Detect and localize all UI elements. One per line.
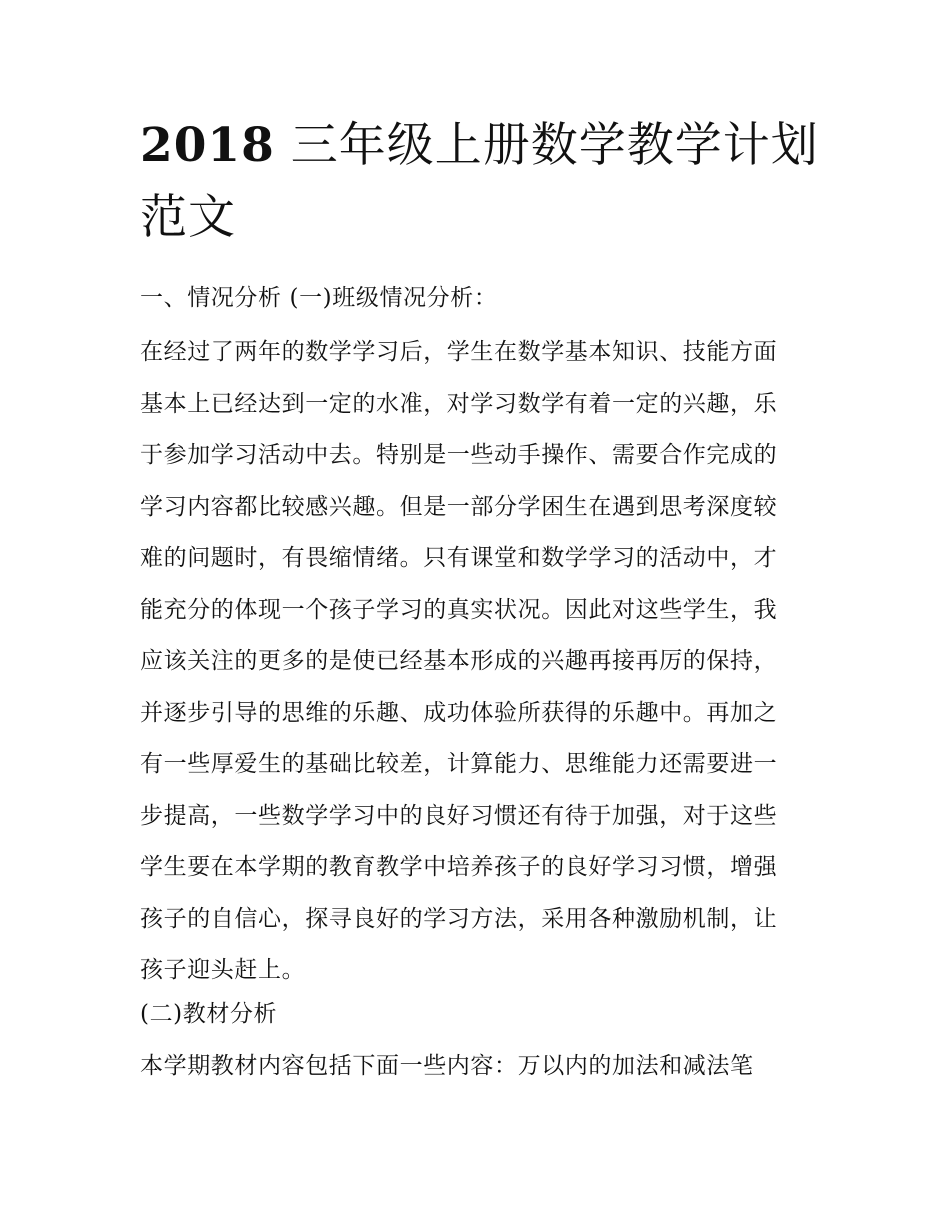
title-text-line1: 三年级上册数学教学计划	[290, 118, 819, 173]
paragraph1-line: 步提高，一些数学学习中的良好习惯还有待于加强，对于这些	[140, 803, 778, 829]
paragraph1-line: 学习内容都比较感兴趣。但是一部分学困生在遇到思考深度较	[140, 494, 778, 520]
title-text-line2: 范文	[140, 190, 236, 245]
paragraph1-line: 并逐步引导的思维的乐趣、成功体验所获得的乐趣中。再加之	[140, 700, 778, 726]
paragraph1-line: 能充分的体现一个孩子学习的真实状况。因此对这些学生，我	[140, 597, 778, 623]
paragraph1-line: 有一些厚爱生的基础比较差，计算能力、思维能力还需要进一	[140, 751, 778, 777]
paragraph2-line: 本学期教材内容包括下面一些内容：万以内的加法和减法笔	[140, 1053, 754, 1079]
title-year: 2018	[140, 118, 275, 173]
paragraph1-line: 于参加学习活动中去。特别是一些动手操作、需要合作完成的	[140, 442, 778, 468]
section1-heading: 一、情况分析 (一)班级情况分析：	[140, 285, 498, 311]
paragraph1-line: 在经过了两年的数学学习后，学生在数学基本知识、技能方面	[140, 339, 778, 365]
paragraph1-line: 基本上已经达到一定的水准，对学习数学有着一定的兴趣，乐	[140, 391, 778, 417]
document-title	[140, 110, 820, 254]
paragraph1-line: 孩子的自信心，探寻良好的学习方法，采用各种激励机制，让	[140, 906, 778, 932]
paragraph1-line: 难的问题时，有畏缩情绪。只有课堂和数学学习的活动中，才	[140, 545, 778, 571]
paragraph1-line: 学生要在本学期的教育教学中培养孩子的良好学习习惯，增强	[140, 854, 778, 880]
section2-heading: (二)教材分析	[140, 1001, 278, 1027]
paragraph1-line: 应该关注的更多的是使已经基本形成的兴趣再接再厉的保持，	[140, 648, 778, 674]
paragraph1-line: 孩子迎头赶上。	[140, 957, 306, 983]
